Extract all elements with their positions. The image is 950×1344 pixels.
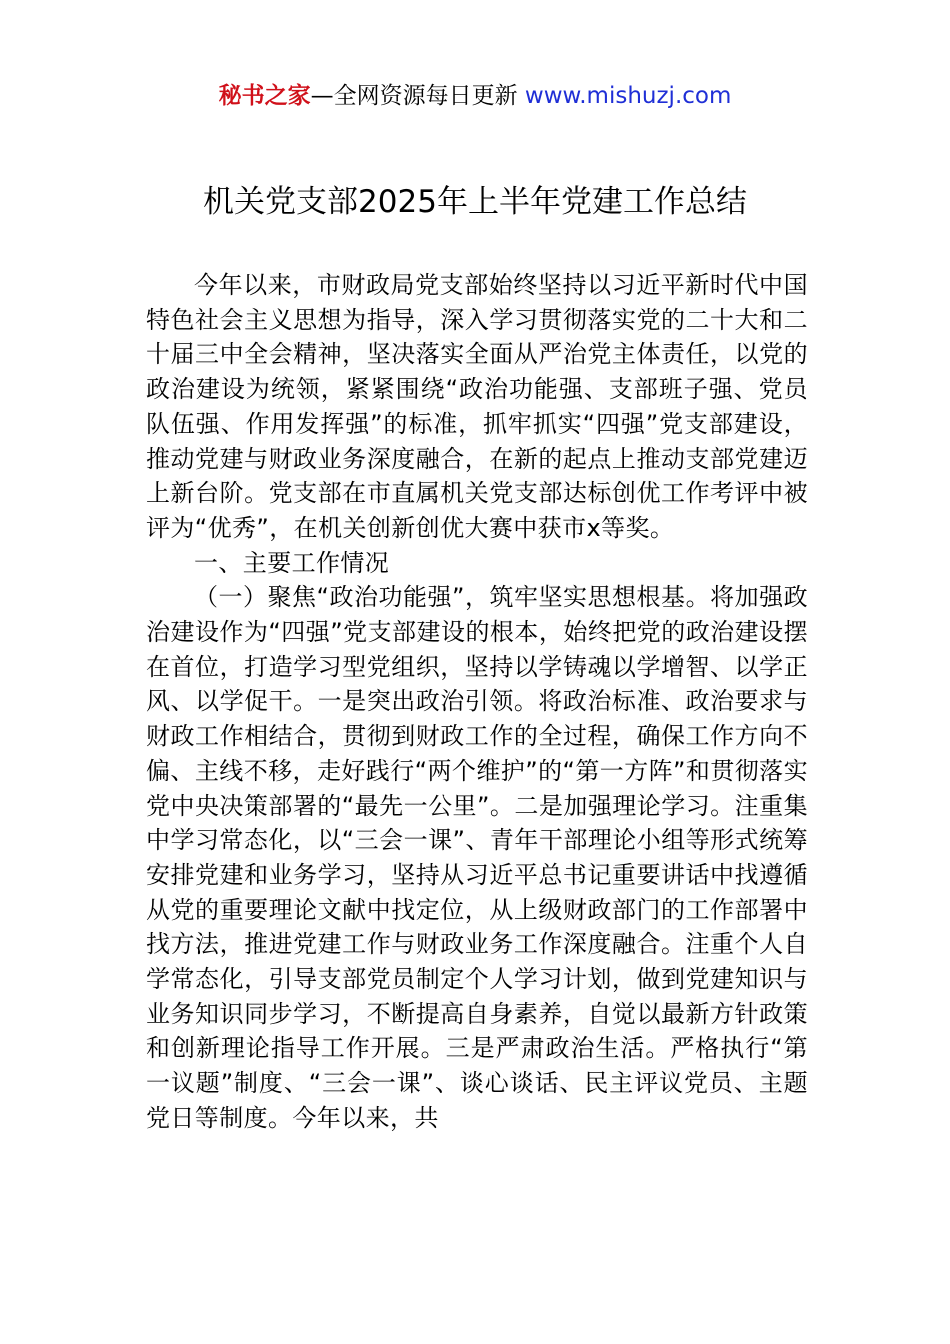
intro-paragraph: 今年以来，市财政局党支部始终坚持以习近平新时代中国特色社会主义思想为指导，深入学习贯彻落实党的二十大和二十届三中全会精神，坚决落实全面从严治党主体责任，以党的政治建设为统领，紧紧围绕“政治功能强、支部班子强、党员队伍强、作用发挥强”的标准，抓牢抓实“四强”党支部建设，推动党建与财政业务深度融合，在新的起点上推动支部党建迈上新台阶。党支部在市直属机关党支部达标创优工作考评中被评为“优秀”，在机关创新创优大赛中获市x等奖。 <box>146 271 808 542</box>
site-brand: 秘书之家 <box>218 83 311 109</box>
document-body <box>146 268 808 1136</box>
site-tagline: —全网资源每日更新 <box>310 83 525 109</box>
body-paragraph: （一）聚焦“政治功能强”，筑牢坚实思想根基。将加强政治建设作为“四强”党支部建设的根本，始终把党的政治建设摆在首位，打造学习型党组织，坚持以学铸魂以学增智、以学正风、以学促干。一是突出政治引领。将政治标准、政治要求与财政工作相结合，贯彻到财政工作的全过程，确保工作方向不偏、主线不移，走好践行“两个维护”的“第一方阵”和贯彻落实党中央决策部署的“最先一公里”。二是加强理论学习。注重集中学习常态化，以“三会一课”、青年干部理论小组等形式统筹安排党建和业务学习，坚持从习近平总书记重要讲话中找遵循从党的重要理论文献中找定位，从上级财政部门的工作部署中找方法，推进党建工作与财政业务工作深度融合。注重个人自学常态化，引导支部党员制定个人学习计划，做到党建知识与业务知识同步学习，不断提高自身素养，自觉以最新方针政策和创新理论指导工作开展。三是严肃政治生活。严格执行“第一议题”制度、“三会一课”、谈心谈话、民主评议党员、主题党日等制度。今年以来，共 <box>146 583 808 1132</box>
section-heading: 一、主要工作情况 <box>194 548 390 577</box>
site-header <box>0 80 950 112</box>
document-title: 机关党支部2025年上半年党建工作总结 <box>203 184 747 220</box>
site-url-link[interactable]: www.mishuzj.com <box>524 83 732 109</box>
